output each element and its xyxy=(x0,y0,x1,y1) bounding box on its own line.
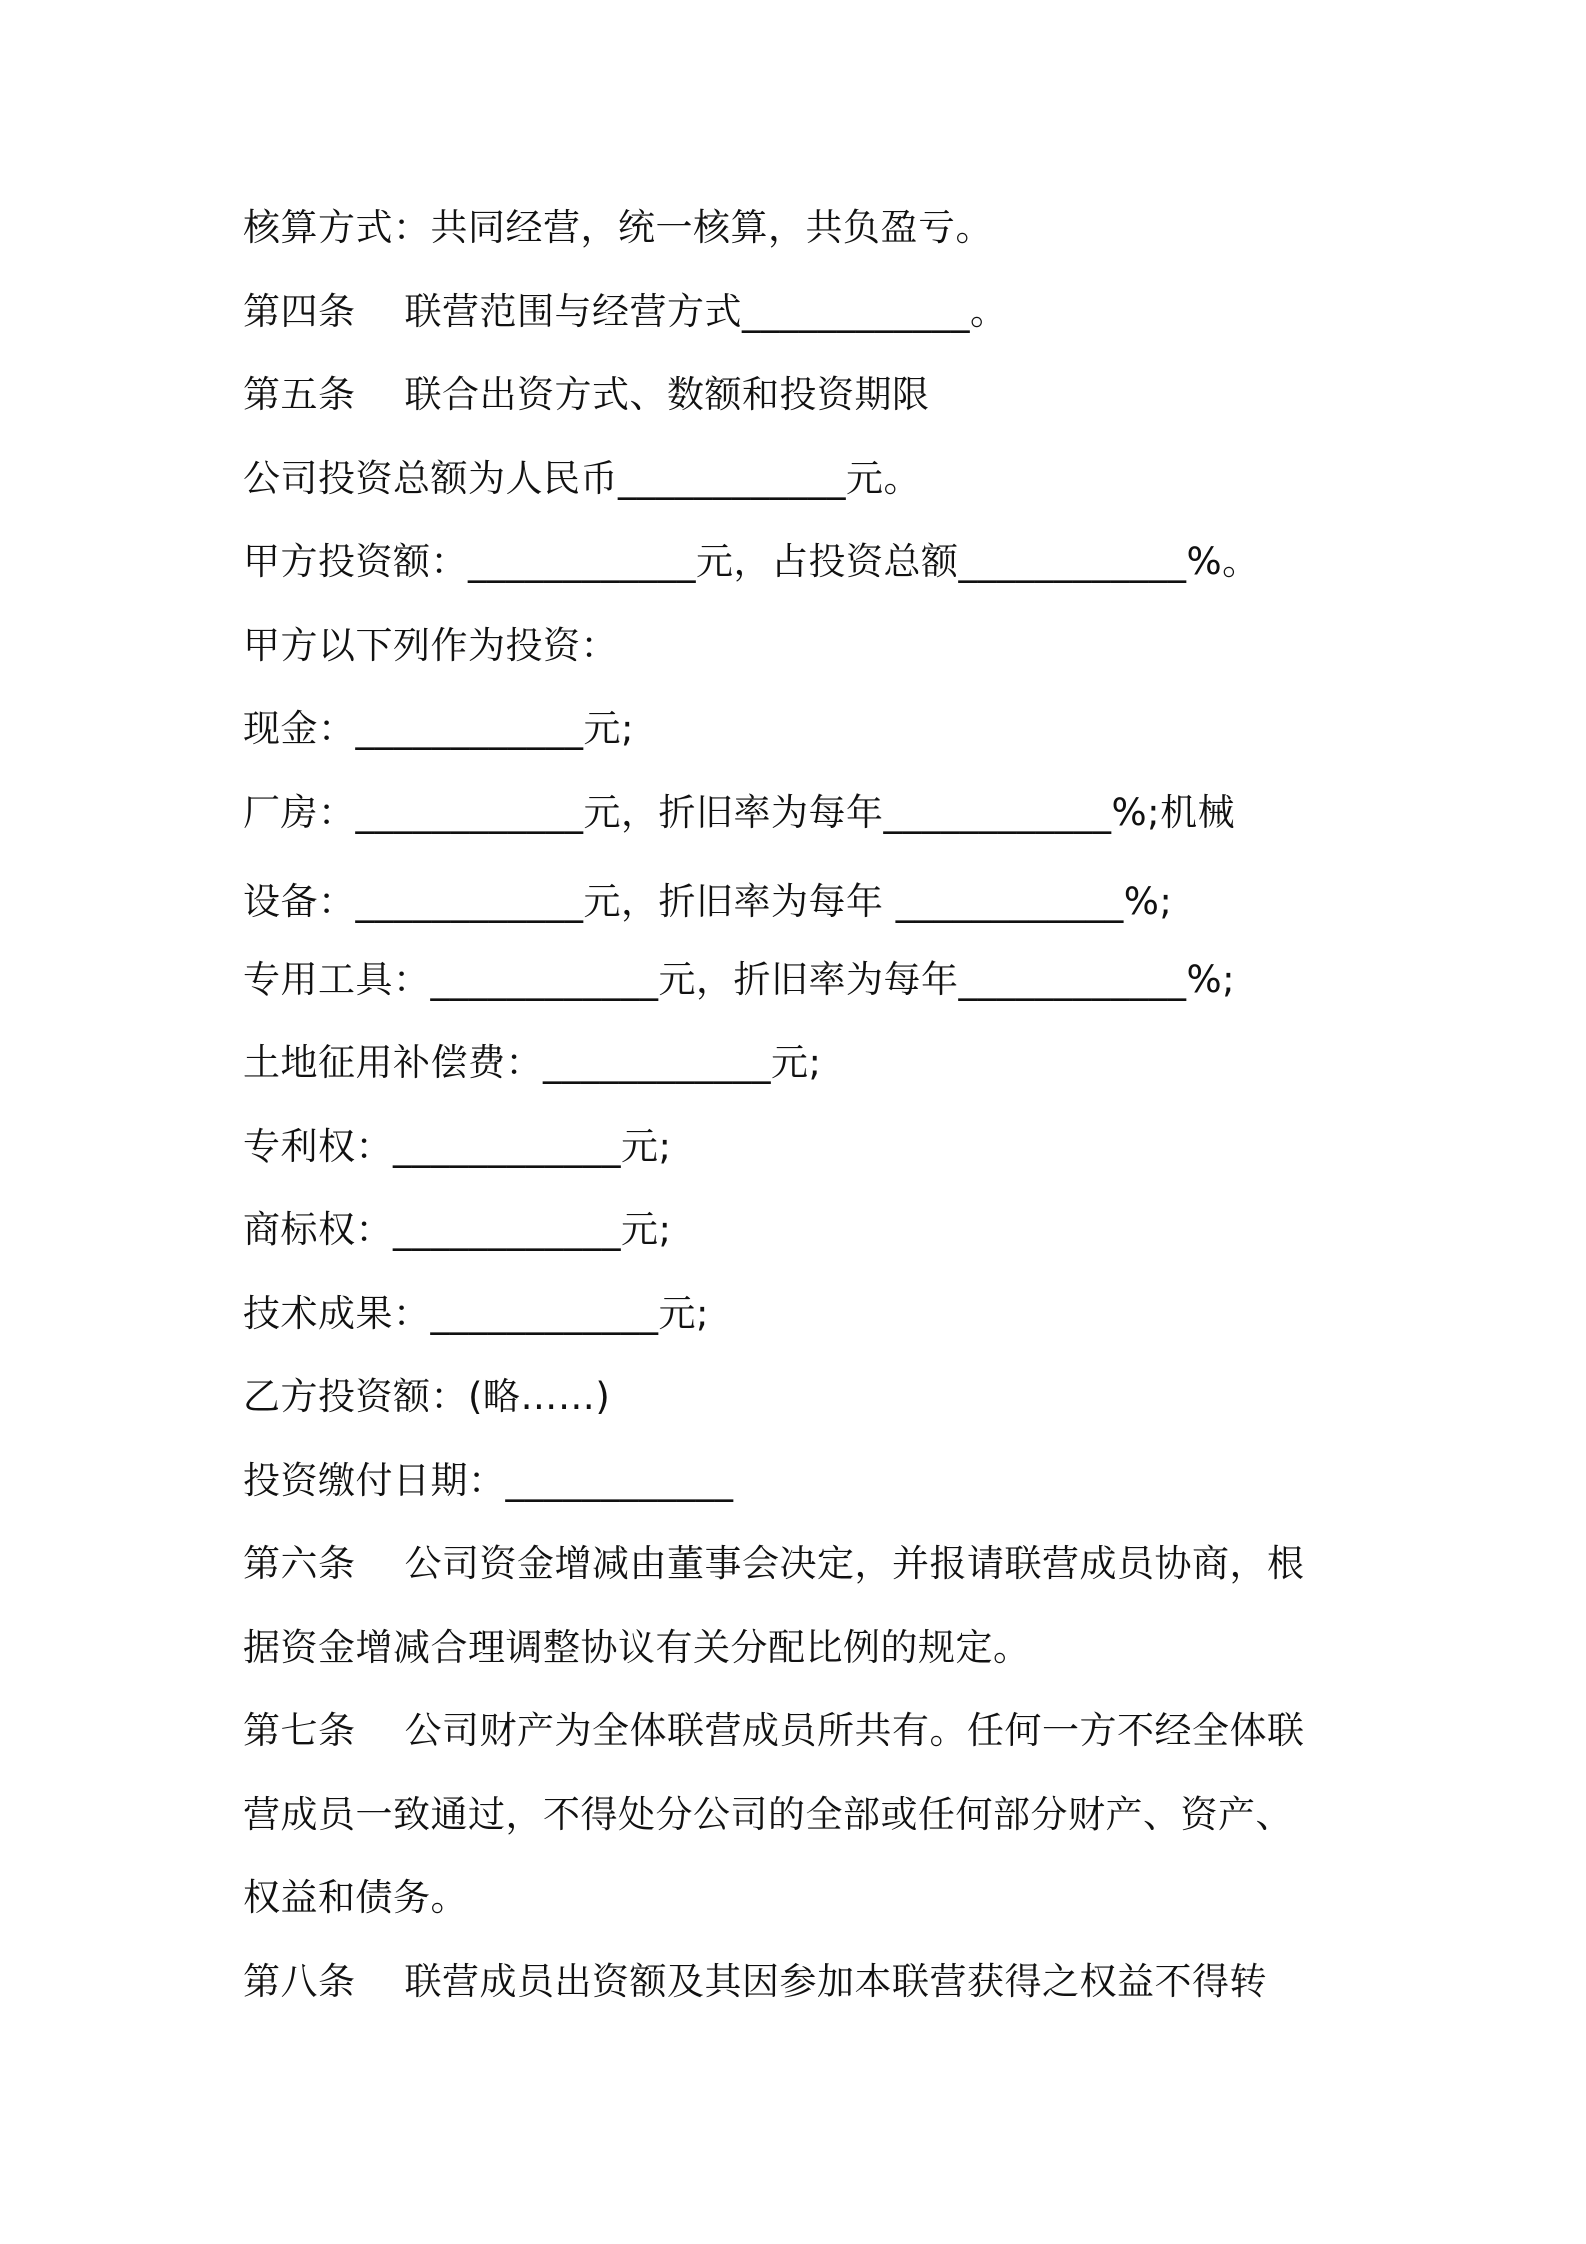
text-line: 甲方投资额：____________元，占投资总额____________%。 xyxy=(243,540,1260,583)
article-heading: 第五条 联合出资方式、数额和投资期限 xyxy=(243,373,930,416)
text-line: 设备：____________元，折旧率为每年 ____________%; xyxy=(243,880,1173,923)
text-line: 专利权：____________元; xyxy=(243,1125,672,1168)
text-line: 核算方式：共同经营，统一核算，共负盈亏。 xyxy=(243,206,993,249)
article-paragraph-line: 营成员一致通过，不得处分公司的全部或任何部分财产、资产、 xyxy=(243,1793,1293,1836)
text-line: 甲方以下列作为投资： xyxy=(243,624,618,667)
text-line: 土地征用补偿费：____________元; xyxy=(243,1041,822,1084)
text-line: 公司投资总额为人民币____________元。 xyxy=(243,457,921,500)
text-line: 专用工具：____________元，折旧率为每年____________%; xyxy=(243,958,1236,1001)
article-paragraph-line: 第八条 联营成员出资额及其因参加本联营获得之权益不得转 xyxy=(243,1960,1268,2003)
article-paragraph-line: 第六条 公司资金增减由董事会决定，并报请联营成员协商，根 xyxy=(243,1542,1305,1585)
text-line: 现金：____________元; xyxy=(243,707,634,750)
article-paragraph-line: 据资金增减合理调整协议有关分配比例的规定。 xyxy=(243,1626,1031,1669)
text-line: 商标权：____________元; xyxy=(243,1208,672,1251)
text-line: 厂房：____________元，折旧率为每年____________%;机械 xyxy=(243,791,1236,834)
article-paragraph-line: 权益和债务。 xyxy=(243,1876,468,1919)
article-heading: 第四条 联营范围与经营方式____________。 xyxy=(243,290,1008,333)
text-line: 乙方投资额：(略……) xyxy=(243,1375,611,1418)
text-line: 投资缴付日期：____________ xyxy=(243,1459,734,1502)
text-line: 技术成果：____________元; xyxy=(243,1292,709,1335)
article-paragraph-line: 第七条 公司财产为全体联营成员所共有。任何一方不经全体联 xyxy=(243,1709,1305,1752)
